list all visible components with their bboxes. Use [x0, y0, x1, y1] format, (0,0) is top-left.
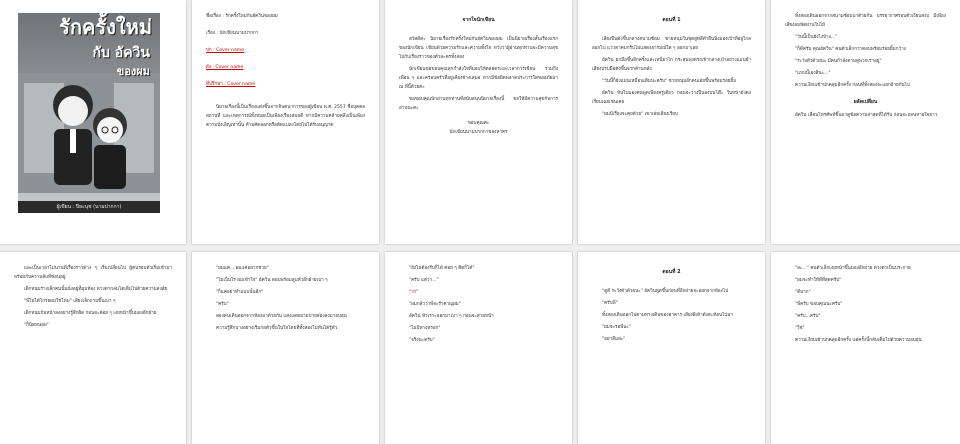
paragraph: "ครับ แต่ว่า..." [409, 278, 439, 283]
page-preface [385, 0, 572, 244]
paragraph: "ละ..." คนตัวเล็กเงยหน้าขึ้นมองอีกฝ่าย ดวงตาเป็นประกาย [795, 266, 911, 271]
paragraph: เสียงปืนดังขึ้นกลางสนามซ้อม ชายหนุ่มในชุดสูทสีดำยืนนิ่งมองเป้าที่อยู่ไกลออกไป แววตาคมกริบไม่แสดงอารมณ์ใด ๆ ออกมาเลย [592, 37, 751, 51]
signature-name: นักเขียนนามปากกาของหาคร [449, 130, 508, 135]
paragraph: "พี่ไม่ได้โกรธผมใช่ไหม" เสียงเล็กถามขึ้นเบา ๆ [24, 299, 116, 304]
paragraph: อัควิน เลื่อนโทรศัพท์ขึ้นมาดูข้อความล่าสุดที่ได้รับ ก่อนจะถอนหายใจยาว [795, 113, 938, 118]
paragraph: ความรู้สึกบางอย่างเริ่มก่อตัวขึ้นในใจโดยที่ทั้งสองไม่ทันได้รู้ตัว [216, 326, 338, 331]
paragraph: "ครับ" [216, 302, 229, 307]
paragraph: "ก็แค่อย่าทำแบบนั้นอีก" [216, 290, 264, 295]
paragraph: อัควิน หัวเราะออกมาเบา ๆ ก่อนจะส่ายหน้า [409, 314, 494, 319]
paragraph: สวัสดีค่ะ นิยายเรื่องรักครั้งใหม่กับอัควินของผม เป็นนิยายเรื่องสั้นเรื่องแรกของนักเขียน เขียนด้วยความรักและความตั้งใจ หวังว่าผู้อ่านทุกท่านจะมีความสุขไปกับเรื่องราวของตัวละครทั้งสอง [399, 37, 558, 60]
page-7 [192, 252, 379, 444]
paragraph: "ผมจะทำให้ดีที่สุดครับ" [795, 278, 842, 283]
paragraph: "ก็ดีครับ คุณอัควิน" คนตัวเล็กกว่าตอบพร้อมรอยยิ้มกว้าง [795, 47, 906, 52]
paragraph: "ระวังตัวด้วยนะ มีคนกำลังตามดูพวกเราอยู่" [795, 59, 882, 64]
paragraph: "ผมจะรอพี่นะ" [602, 325, 631, 330]
paragraph: "ครับ...ครับ" [795, 314, 821, 319]
paragraph: "ผมแค่... ผมแค่อยากช่วย" [216, 266, 269, 271]
paragraph: สองคนเดินออกจากห้องมาด้วยกัน แสงแดดยามบ่ายส่องลงมาอบอุ่น [216, 314, 347, 319]
paragraph: อัควิน หันไปมองคนพูดเพียงครู่เดียว ก่อนจะวางปืนลงบนโต๊ะ ใบหน้ายังคงเรียบเฉยเช่นเคย [592, 91, 751, 105]
cover-title-line3: ของผม [116, 65, 150, 78]
credit-line: เรื่อง : นักเขียนนามปากกา [206, 31, 259, 36]
page-8 [385, 252, 572, 444]
signature-line: ขอบคุณค่ะ [467, 121, 490, 126]
paragraph: นักเขียนขอขอบคุณทุกกำลังใจที่มอบให้ตลอดระยะเวลาการเขียน รวมถึงเพื่อน ๆ และครอบครัวที่อยู่เคียงข้างเสมอ หากมีข้อผิดพลาดประการใดขออภัยมา ณ ที่นี้ด้วยค่ะ [399, 67, 558, 90]
paragraph: "ดีมาก" [795, 290, 811, 295]
paragraph: "วันนี้ก็ยังแม่นเหมือนเดิมนะครับ" ชายหนุ่มอีกคนเอ่ยขึ้นพร้อมรอยยิ้ม [602, 79, 737, 84]
page-chapter-2 [578, 252, 765, 444]
credit-line[interactable]: ปก : Cover name [206, 48, 245, 53]
chapter-title: ตอนที่ 2 [662, 269, 681, 275]
paragraph: ทั้งสองเดินออกไปตามทางเดินของอาคาร เสียงฝีเท้าดังสะท้อนไปมา [602, 313, 733, 318]
paragraph: "ก็นิดหน่อย" [24, 323, 49, 328]
paragraph: "อย่าลืมล่ะ" [602, 337, 626, 342]
cover-image [18, 13, 160, 213]
cover-author: ผู้เขียน : ปิยะนุช (นามปากกา) [18, 201, 160, 213]
paragraph: "ผมกลัวว่าพี่จะรำคาญผม" [409, 302, 461, 307]
cover-title-line1: รักครั้งใหม่ [59, 15, 152, 39]
paragraph: ความเงียบเข้าปกคลุมอีกครั้ง ก่อนที่ทั้งสองจะแยกย้ายกันไป [795, 83, 910, 88]
paragraph: "ไม่เป็นไร ผมเข้าใจ" อัควิน ตอบพร้อมลูบหัวอีกฝ่ายเบา ๆ [216, 278, 328, 283]
page-chapter-1 [578, 0, 765, 244]
page-cover [0, 0, 186, 244]
paragraph: "ครับพี่" [602, 301, 618, 306]
chapter-title: ตอนที่ 1 [662, 17, 681, 23]
cover-title-line2: กับ อัควิน [92, 45, 150, 61]
paragraph: "ใช่" [795, 326, 805, 331]
page-6 [0, 252, 186, 444]
section-subtitle: ผลัดเปลี่ยน [853, 99, 878, 105]
paragraph: เด็กหนุ่มร่างเล็กคนนั้นนั่งอยู่ที่มุมห้อง ดวงตากลมโตเต็มไปด้วยความสงสัย [24, 287, 168, 292]
paragraph: "ยังไม่ต้องรีบก็ได้ ค่อย ๆ คิดก็ได้" [409, 266, 475, 271]
cover-art-illustration [18, 13, 160, 213]
credit-line[interactable]: ผัง : Cover name [206, 65, 244, 70]
paragraph: "วันนี้เป็นยังไงบ้าง..." [795, 35, 838, 40]
paragraph: ทั้งสองเดินออกจากสนามซ้อมมาด้วยกัน บรรยากาศรอบตัวเงียบสงบ มีเพียงเสียงลมพัดผ่านใบไม้ [785, 14, 946, 28]
paragraph: ขอขอบคุณนักอ่านทุกท่านที่สนับสนุนนิยายเรื่องนี้ ขอให้มีความสุขกับการอ่านนะคะ [399, 97, 558, 111]
paragraph: และเป็นเวลาไม่นานที่เรื่องราวต่าง ๆ เริ่มเปลี่ยนไป ผู้คนรอบตัวเริ่มเข้ามาพร้อมกับความลับที่ซ่อนอยู่ [14, 266, 172, 280]
page-title: จากใจนักเขียน [462, 17, 495, 23]
page-10 [771, 252, 960, 444]
page-chapter-1-cont [771, 0, 960, 244]
paragraph: "ผมมีเรื่องจะคุยด้วย" เขาเอ่ยเสียงเรียบ [602, 112, 678, 117]
paragraph: "ดูดี ระวังตัวด้วยนะ" อัควินพูดขึ้นก่อนที่อีกฝ่ายจะออกจากห้องไป [602, 289, 729, 294]
copyright-paragraph: นิยายเรื่องนี้เป็นเรื่องแต่งขึ้นจากจินตนาการของผู้เขียน พ.ศ. 2557 ชื่อบุคคล สถานที่ และเหตุการณ์ทั้งหมดเป็นเพียงเรื่องสมมติ หากมีความคล้ายคลึงเป็นเพียงความบังเอิญเท่านั้น ห้ามคัดลอกหรือดัดแปลงโดยไม่ได้รับอนุญาต [206, 105, 365, 128]
paragraph: ความเงียบเข้าปกคลุมอีกครั้ง แต่ครั้งนี้กลับเต็มไปด้วยความอบอุ่น [795, 338, 922, 343]
paragraph: "จริงนะครับ" [409, 338, 435, 343]
page-credits [192, 0, 379, 244]
credit-line: ชื่อเรื่อง : รักครั้งใหม่กับอัควินของผม [206, 14, 278, 19]
paragraph: เด็กหนุ่มก้มหน้าลงอย่างรู้สึกผิด ก่อนจะค่อย ๆ เงยหน้าขึ้นมองอีกฝ่าย [24, 311, 157, 316]
credit-line[interactable]: ที่ปรึกษา : Cover name [206, 82, 256, 87]
paragraph: "แบบนี้เองสินะ..." [795, 71, 831, 76]
paragraph: "ว่า" [409, 290, 419, 295]
paragraph: "พี่ครับ ขอบคุณนะครับ" [795, 302, 843, 307]
paragraph: อัควิน ยกมือขึ้นอีกครั้งและเหนี่ยวไก กระสุนพุ่งตรงเข้ากลางเป้าอย่างแม่นยำ เสียงปรบมือดังขึ้นจากด้านหลัง [592, 58, 751, 72]
paragraph: "ไม่มีทางหรอก" [409, 326, 441, 331]
